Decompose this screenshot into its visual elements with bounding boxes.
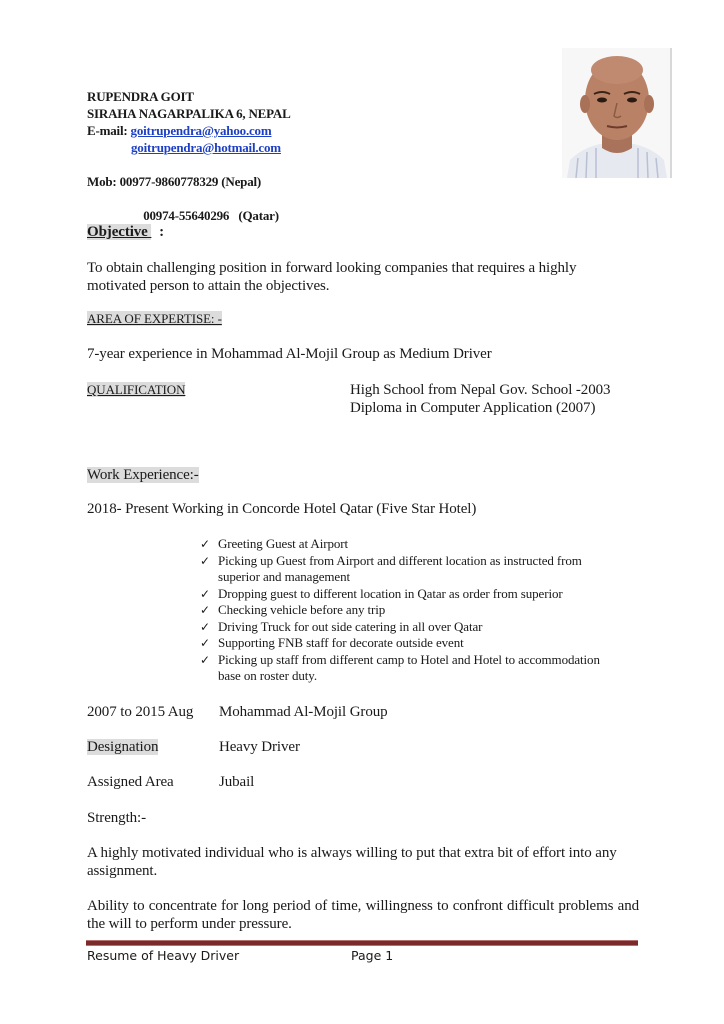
contact-header xyxy=(87,88,467,241)
photo-border xyxy=(670,48,672,178)
assigned-area-value: Jubail xyxy=(219,774,255,790)
qualification-item: High School from Nepal Gov. School -2003 xyxy=(350,382,611,398)
checkmark-icon: ✓ xyxy=(200,603,210,617)
duty-item: ✓ Checking vehicle before any trip xyxy=(200,602,386,617)
checkmark-icon: ✓ xyxy=(200,619,210,634)
strength-paragraph: Ability to concentrate for long period of time, willingness to confront difficult problems and the will to perform under pressure. xyxy=(87,898,639,932)
expertise-text: 7-year experience in Mohammad Al-Mojil Group as Medium Driver xyxy=(87,346,492,362)
qualification-heading: QUALIFICATION xyxy=(87,382,186,397)
duty-item: ✓ Picking up staff from different camp to Hotel and Hotel to accommodation base on roster duty. xyxy=(200,651,600,683)
work-experience-heading-row xyxy=(87,466,199,484)
phone-qatar: 00974-55640296 (Qatar) xyxy=(143,208,279,223)
expertise-heading-row xyxy=(87,311,222,328)
email-link-yahoo[interactable]: goitrupendra@yahoo.com xyxy=(130,123,272,138)
duty-item: ✓ Driving Truck for out side catering in all over Qatar xyxy=(200,618,483,634)
checkmark-icon: ✓ xyxy=(200,553,210,568)
previous-company: Mohammad Al-Mojil Group xyxy=(219,704,388,720)
checkmark-icon: ✓ xyxy=(200,586,210,601)
person-photo-icon xyxy=(562,48,672,178)
phone-row xyxy=(87,173,467,190)
duty-item: ✓ Greeting Guest at Airport xyxy=(200,536,348,551)
objective-heading-row xyxy=(87,223,164,241)
checkmark-icon: ✓ xyxy=(200,652,210,667)
email-row-2 xyxy=(87,139,467,156)
designation-label: Designation xyxy=(87,739,159,755)
checkmark-icon: ✓ xyxy=(200,636,210,650)
duty-list xyxy=(192,536,622,685)
duty-item: ✓ Picking up Guest from Airport and different location as instructed from superior and management xyxy=(200,552,582,584)
work-experience-heading: Work Experience:- xyxy=(87,467,199,483)
checkmark-icon: ✓ xyxy=(200,537,210,551)
candidate-address: SIRAHA NAGARPALIKA 6, NEPAL xyxy=(87,106,291,121)
assigned-area-label: Assigned Area xyxy=(87,774,174,790)
email-label: E-mail: xyxy=(87,123,128,138)
profile-photo xyxy=(562,48,672,178)
previous-period: 2007 to 2015 Aug xyxy=(87,704,194,720)
strength-paragraph: A highly motivated individual who is always willing to put that extra bit of effort into any assignment. xyxy=(87,845,617,879)
duty-item: ✓ Supporting FNB staff for decorate outside event xyxy=(200,635,464,650)
strength-heading: Strength:- xyxy=(87,810,146,826)
email-link-hotmail[interactable]: goitrupendra@hotmail.com xyxy=(131,140,281,155)
mob-label: Mob: xyxy=(87,174,117,189)
email-row xyxy=(87,122,467,139)
qualification-item: Diploma in Computer Application (2007) xyxy=(350,400,596,416)
footer-divider xyxy=(86,940,638,946)
objective-text: To obtain challenging position in forward looking companies that requires a highly motivated person to attain the objectives. xyxy=(87,260,577,294)
phone-nepal: 00977-9860778329 (Nepal) xyxy=(119,174,262,189)
objective-heading: Objective xyxy=(87,224,152,240)
candidate-name: RUPENDRA GOIT xyxy=(87,89,194,104)
qualification-list xyxy=(350,381,610,417)
current-job-title: 2018- Present Working in Concorde Hotel Qatar (Five Star Hotel) xyxy=(87,501,477,517)
designation-value: Heavy Driver xyxy=(219,739,300,755)
expertise-heading: AREA OF EXPERTISE: - xyxy=(87,311,222,326)
qualification-heading-row xyxy=(87,382,185,399)
footer-title: Resume of Heavy Driver xyxy=(87,948,240,963)
objective-colon: : xyxy=(159,224,164,240)
footer-page-number: Page 1 xyxy=(351,948,394,963)
duty-item: ✓ Dropping guest to different location in Qatar as order from superior xyxy=(200,585,563,601)
designation-label-row xyxy=(87,738,158,756)
